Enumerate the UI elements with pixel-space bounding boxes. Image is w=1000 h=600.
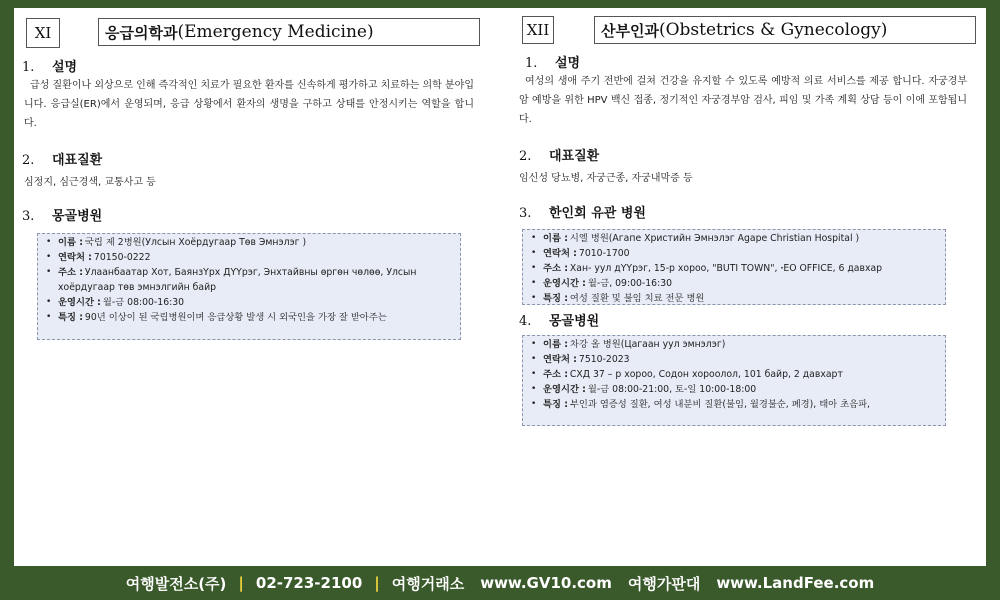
conditions-text: 임신성 당뇨병, 자궁근종, 자궁내막증 등 <box>519 173 693 184</box>
heading-description: 1. 설명 <box>525 56 581 71</box>
list-item: • 특징 : 여성 질환 및 불임 치료 전문 병원 <box>543 291 939 306</box>
section-title <box>98 18 480 46</box>
price-link[interactable]: www.LandFee.com <box>716 574 875 592</box>
company-phone: 02-723-2100 <box>255 574 363 592</box>
conditions-text: 심정지, 심근경색, 교통사고 등 <box>24 177 156 188</box>
exchange-label: 여행거래소 <box>391 574 465 593</box>
section-title <box>594 16 976 44</box>
hospital-info-box-1 <box>522 229 946 305</box>
title-english: (Obstetrics & Gynecology) <box>658 20 888 40</box>
list-item: • 연락처 : 70150-0222 <box>58 250 454 265</box>
list-item: • 이름 : 차강 올 병원(Цагаан уул эмнэлэг) <box>543 337 939 352</box>
page-sheet <box>14 8 986 566</box>
heading-mongolian-hospital: 4. 몽골병원 <box>519 314 600 329</box>
list-item: • 이름 : 시엘 병원(Агапе Христийн Эмнэлэг Agape Christian Hospital ) <box>543 231 939 246</box>
description-text: 여성의 생애 주기 전반에 걸쳐 건강을 유지할 수 있도록 예방적 의료 서비스를 제공 합니다. 자궁경부암 예방을 위한 HPV 백신 접종, 정기적인 자궁경부암 검사, 피임 및 가족 계획 상담 등이 이에 포함됩니다. <box>519 76 967 125</box>
heading-conditions: 2. 대표질환 <box>22 153 103 168</box>
list-item: • 연락처 : 7010-1700 <box>543 246 939 261</box>
list-item: • 운영시간 : 월-금 08:00-16:30 <box>58 295 454 310</box>
heading-conditions: 2. 대표질환 <box>519 149 600 164</box>
list-item: • 특징 : 부인과 염증성 질환, 여성 내분비 질환(불임, 월경불순, 폐경), 태아 초음파, <box>543 397 939 412</box>
title-english: (Emergency Medicine) <box>177 22 374 42</box>
title-korean: 산부인과 <box>601 21 659 40</box>
footer-separator: | <box>238 574 244 592</box>
heading-hospital: 3. 몽골병원 <box>22 209 103 224</box>
section-number-xii: XII <box>522 16 554 44</box>
company-name: 여행발전소(주) <box>125 574 227 593</box>
heading-korean-affiliated-hospital: 3. 한인회 유관 병원 <box>519 206 646 221</box>
title-korean: 응급의학과 <box>105 23 178 42</box>
footer-bar <box>0 566 1000 600</box>
list-item: • 특징 : 90년 이상이 된 국립병원이며 응급상황 발생 시 외국인을 가장 잘 받아주는 <box>58 310 454 325</box>
list-item: • 운영시간 : 월-금 08:00-21:00, 토-일 10:00-18:00 <box>543 382 939 397</box>
hospital-info-box-2 <box>522 335 946 426</box>
footer-separator: | <box>374 574 380 592</box>
list-item: • 주소 : Улаанбаатар Хот, БаянзҮрх ДҮҮрэг, Энхтайвны өргөн чөлөө, Улсын хоёрдугаар төв эмнэлгийн байр <box>58 265 454 295</box>
list-item: • 운영시간 : 월-금, 09:00-16:30 <box>543 276 939 291</box>
list-item: • 주소 : Хан- уул дҮҮрэг, 15-р хороо, "BUTI TOWN", ꞏEO OFFICE, 6 давхар <box>543 261 939 276</box>
hospital-info-box <box>37 233 461 340</box>
heading-description: 1. 설명 <box>22 60 78 75</box>
list-item: • 연락처 : 7510-2023 <box>543 352 939 367</box>
price-label: 여행가판대 <box>627 574 701 593</box>
section-number-xi: XI <box>26 18 60 48</box>
list-item: • 주소 : СХД 37 – р хороо, Содон хороолол, 101 байр, 2 давхарт <box>543 367 939 382</box>
description-text: 급성 질환이나 외상으로 인해 즉각적인 치료가 필요한 환자를 신속하게 평가하고 치료하는 의학 분야입니다. 응급실(ER)에서 운영되며, 응급 상황에서 환자의 생명을 구하고 상태를 안정시키는 역할을 합니다. <box>24 80 474 129</box>
exchange-link[interactable]: www.GV10.com <box>480 574 612 592</box>
list-item: • 이름 : 국립 제 2병원(Улсын Хоёрдугаар Төв Эмнэлэг ) <box>58 235 454 250</box>
